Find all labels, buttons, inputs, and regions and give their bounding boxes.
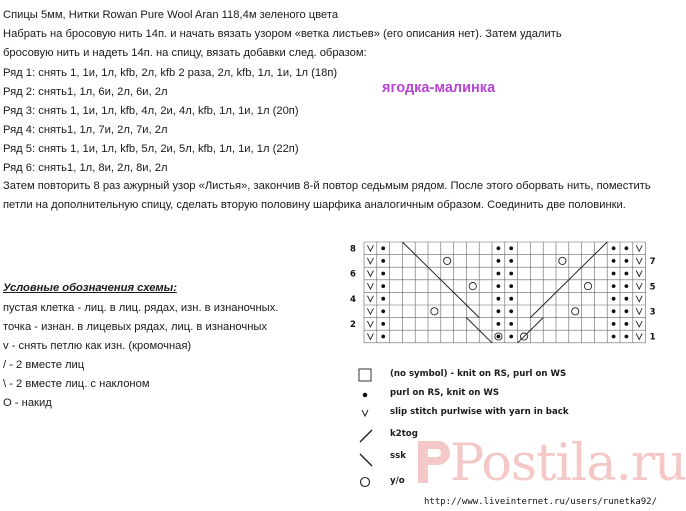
chart-yarn-over (572, 308, 579, 315)
empty-box-icon (358, 368, 372, 382)
chart-purl-dot (625, 259, 629, 263)
chart-purl-dot (625, 322, 629, 326)
chart-purl-dot (497, 309, 501, 313)
key-label-slip: slip stitch purlwise with yarn in back (390, 407, 569, 417)
chart-purl-dot (497, 297, 501, 301)
chart-purl-dot (625, 272, 629, 276)
chart-purl-dot (497, 322, 501, 326)
chart-slip-v (367, 258, 373, 264)
chart-slip-v (636, 334, 642, 340)
chart-slip-v (367, 296, 373, 302)
row-4-instruction: Ряд 4: снять1, 1л, 7и, 2л, 7и, 2л (3, 124, 168, 136)
chart-purl-dot (612, 335, 616, 339)
legend-title: Условные обозначения схемы: (3, 282, 177, 294)
chart-purl-dot (509, 284, 513, 288)
chart-row-label-left: 2 (350, 320, 356, 331)
chart-purl-dot (625, 309, 629, 313)
postila-logo-text: Postila.ru (450, 434, 686, 493)
chart-purl-dot (612, 322, 616, 326)
finishing-paragraph: Затем повторить 8 раз ажурный узор «Листья», закончив 8-й повтор седьмым рядом. После этого оборвать нить, поместить петли на дополнительную спицу, сделать вторую половину шарфика аналогичным образом. Соединить две половинки. (3, 180, 651, 211)
chart-purl-dot (625, 246, 629, 250)
chart-grid (364, 242, 646, 343)
row-3-instruction: Ряд 3: снять 1, 1и, 1л, kfb, 4л, 2и, 4л, kfb, 1л, 1и, 1л (20п) (3, 105, 299, 117)
chart-slip-v (367, 283, 373, 289)
chart-row-label-right: 3 (649, 307, 656, 318)
legend-item-yo: O - накид (3, 397, 52, 409)
k2tog-slash-icon (358, 428, 374, 444)
chart-purl-dot (509, 297, 513, 301)
chart-yarn-over (559, 257, 566, 264)
postila-logo-icon (412, 437, 452, 487)
legend-item-k2tog: / - 2 вместе лиц (3, 359, 85, 371)
chart-purl-dot (381, 297, 385, 301)
chart-slip-v (367, 245, 373, 251)
chart-purl-dot (612, 272, 616, 276)
key-label-ssk: ssk (390, 451, 406, 461)
chart-purl-dot (497, 259, 501, 263)
chart-purl-dot (497, 272, 501, 276)
chart-slip-v (636, 271, 642, 277)
legend-item-slip: v - снять петлю как изн. (кромочная) (3, 340, 192, 352)
chart-purl-dot (497, 335, 501, 339)
chart-slip-v (636, 258, 642, 264)
chart-purl-dot (381, 322, 385, 326)
yarn-over-circle-icon (358, 475, 372, 489)
dot-icon (358, 388, 372, 402)
materials-line: Спицы 5мм, Нитки Rowan Pure Wool Aran 118,4м зеленого цвета (3, 9, 339, 21)
chart-slip-v (367, 321, 373, 327)
chart-purl-dot (509, 309, 513, 313)
chart-purl-dot (497, 246, 501, 250)
chart-yarn-over (584, 283, 591, 290)
chart-purl-dot (612, 309, 616, 313)
chart-slip-v (367, 334, 373, 340)
chart-row-label-left: 8 (350, 244, 356, 255)
slip-v-icon (358, 406, 372, 420)
row-2-instruction: Ряд 2: снять1, 1л, 6и, 2л, 6и, 2л (3, 86, 168, 98)
key-label-knit: (no symbol) - knit on RS, purl on WS (390, 369, 567, 379)
chart-yarn-over (444, 257, 451, 264)
key-label-k2tog: k2tog (390, 429, 418, 439)
chart-slip-v (367, 308, 373, 314)
chart-purl-dot (381, 259, 385, 263)
chart-yarn-over (431, 308, 438, 315)
cast-on-line-2: бросовую нить и надеть 14п. на спицу, вязать добавки след. образом: (3, 47, 367, 59)
chart-purl-dot (497, 284, 501, 288)
chart-slip-v (636, 308, 642, 314)
chart-purl-dot (509, 259, 513, 263)
chart-purl-dot (612, 284, 616, 288)
chart-purl-dot (381, 284, 385, 288)
chart-purl-dot (612, 297, 616, 301)
chart-purl-dot (509, 272, 513, 276)
chart-purl-dot (625, 284, 629, 288)
chart-purl-dot (381, 246, 385, 250)
chart-slip-v (636, 321, 642, 327)
chart-row-label-right: 5 (649, 282, 656, 293)
cast-on-line: Набрать на бросовую нить 14п. и начать вязать узором «ветка листьев» (его описания нет). Затем удалить (3, 28, 562, 40)
ssk-backslash-icon (358, 452, 374, 468)
chart-slip-v (636, 283, 642, 289)
chart-purl-dot (612, 246, 616, 250)
chart-row-label-right: 7 (649, 257, 656, 268)
author-watermark: ягодка-малинка (382, 80, 496, 96)
chart-slip-v (636, 245, 642, 251)
chart-slip-v (367, 271, 373, 277)
chart-row-label-right: 1 (649, 332, 656, 343)
chart-purl-dot (625, 335, 629, 339)
knitting-chart (340, 238, 660, 350)
row-1-instruction: Ряд 1: снять 1, 1и, 1л, kfb, 2л, kfb 2 раза, 2л, kfb, 1л, 1и, 1л (18п) (3, 67, 338, 79)
chart-purl-dot (625, 297, 629, 301)
chart-purl-dot (381, 309, 385, 313)
key-label-purl: purl on RS, knit on WS (390, 388, 500, 398)
key-label-yo: y/o (390, 476, 405, 486)
chart-purl-dot (509, 322, 513, 326)
chart-row-label-left: 4 (350, 294, 356, 305)
chart-purl-dot (612, 259, 616, 263)
chart-purl-dot (509, 246, 513, 250)
legend-item-ssk: \ - 2 вместе лиц. с наклоном (3, 378, 150, 390)
row-6-instruction: Ряд 6: снять1, 1л, 8и, 2л, 8и, 2л (3, 162, 168, 174)
chart-slip-v (636, 296, 642, 302)
chart-row-labels (350, 245, 656, 343)
chart-purl-dot (381, 272, 385, 276)
chart-yarn-over (469, 283, 476, 290)
chart-purl-dot (509, 335, 513, 339)
chart-purl-dot (381, 335, 385, 339)
legend-item-empty-cell: пустая клетка - лиц. в лиц. рядах, изн. в изнаночных. (3, 302, 279, 314)
row-5-instruction: Ряд 5: снять 1, 1и, 1л, kfb, 5л, 2и, 5л, kfb, 1л, 1и, 1л (22п) (3, 143, 299, 155)
chart-row-label-left: 6 (350, 269, 356, 280)
source-url: http://www.liveinternet.ru/users/runetka92/ (424, 497, 657, 507)
legend-item-dot: точка - изнан. в лицевых рядах, лиц. в изнаночных (3, 321, 268, 333)
